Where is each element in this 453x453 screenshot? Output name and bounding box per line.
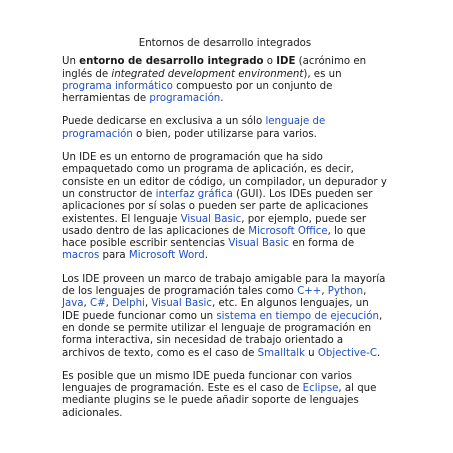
paragraph-languages — [62, 116, 388, 141]
link-programacion[interactable]: programación — [149, 93, 221, 105]
text-run: , por ejemplo, puede ser usado dentro de las aplicaciones de — [62, 213, 367, 237]
text-run: ), es un — [303, 68, 342, 80]
link-delphi[interactable]: Delphi — [112, 298, 145, 310]
italic-term-english: integrated development environment — [111, 68, 304, 80]
document-title: Entornos de desarrollo integrados — [138, 38, 312, 49]
text-run: , en donde se permite utilizar el lenguaje de programación en forma interactiva, sin necesidad de trabajo orientado a archivos de texto, como es el caso de — [62, 310, 383, 359]
link-microsoft-word[interactable]: Microsoft Word — [128, 250, 205, 262]
link-lenguaje-de-programacion[interactable]: lenguaje de programación — [62, 116, 326, 140]
link-visual-basic[interactable]: Visual Basic — [180, 213, 242, 225]
text-run: para — [99, 250, 129, 262]
link-macros[interactable]: macros — [62, 250, 100, 262]
link-csharp[interactable]: C# — [90, 298, 106, 310]
text-run: , — [144, 298, 152, 310]
link-cpp[interactable]: C++ — [297, 286, 322, 298]
bold-term-ide: IDE — [276, 56, 296, 68]
text-run: en forma de — [288, 238, 355, 250]
link-interfaz-grafica[interactable]: interfaz gráfica — [155, 188, 233, 200]
paragraph-multilanguage — [62, 371, 388, 420]
link-visual-basic[interactable]: Visual Basic — [151, 298, 212, 310]
text-run: compuesto por un conjunto de herramientas de — [62, 80, 333, 105]
text-run: Los IDE proveen un marco de trabajo amigable para la mayoría de los lenguajes de programación tales como — [62, 273, 386, 298]
text-run: , — [105, 298, 113, 310]
text-run: u — [304, 347, 318, 359]
text-run: (acrónimo en inglés de — [62, 56, 367, 80]
text-run: , etc. En algunos lenguajes, un IDE puede funcionar como un — [62, 298, 369, 322]
link-eclipse[interactable]: Eclipse — [302, 383, 339, 395]
document-page — [62, 38, 388, 431]
text-run: o — [263, 56, 277, 68]
link-python[interactable]: Python — [327, 286, 364, 298]
text-run: , — [363, 286, 367, 298]
text-run: , — [321, 286, 328, 298]
text-run: , al que mediante plugins se le puede añadir soporte de lenguajes adicionales. — [62, 383, 377, 419]
link-visual-basic[interactable]: Visual Basic — [228, 238, 289, 250]
text-run: . — [376, 347, 381, 359]
text-run: o bien, poder utilizarse para varios. — [132, 128, 317, 140]
text-run: Un IDE es un entorno de programación que ha sido empaquetado como un programa de aplicación, es decir, consiste en un editor de código, un compilador, un depurador y un constructor de — [62, 152, 387, 200]
link-microsoft-office[interactable]: Microsoft Office — [248, 225, 328, 237]
link-programa-informatico[interactable]: programa informático — [62, 80, 173, 92]
paragraph-definition — [62, 56, 388, 105]
text-run: , — [83, 298, 91, 310]
bold-term-entorno: entorno de desarrollo integrado — [79, 56, 264, 68]
text-run: Puede dedicarse en exclusiva a un sólo — [62, 116, 266, 128]
text-run: . — [204, 250, 208, 262]
link-java[interactable]: Java — [62, 298, 84, 310]
text-run: (GUI). Los IDEs pueden ser aplicaciones por sí solas o pueden ser parte de aplicaciones existentes. El lenguaje — [62, 188, 373, 225]
text-run: Un — [62, 56, 80, 68]
link-objective-c[interactable]: Objective-C — [317, 347, 377, 359]
text-run: , lo que hace posible escribir sentencias — [62, 225, 366, 250]
link-smalltalk[interactable]: Smalltalk — [257, 347, 305, 359]
link-sistema-en-tiempo-de-ejecucion[interactable]: sistema en tiempo de ejecución — [216, 310, 379, 322]
paragraph-frameworks — [62, 274, 388, 360]
text-run: Es posible que un mismo IDE pueda funcionar con varios lenguajes de programación. Este es el caso de — [62, 370, 352, 395]
paragraph-packaging — [62, 152, 388, 263]
text-run: . — [220, 93, 224, 105]
